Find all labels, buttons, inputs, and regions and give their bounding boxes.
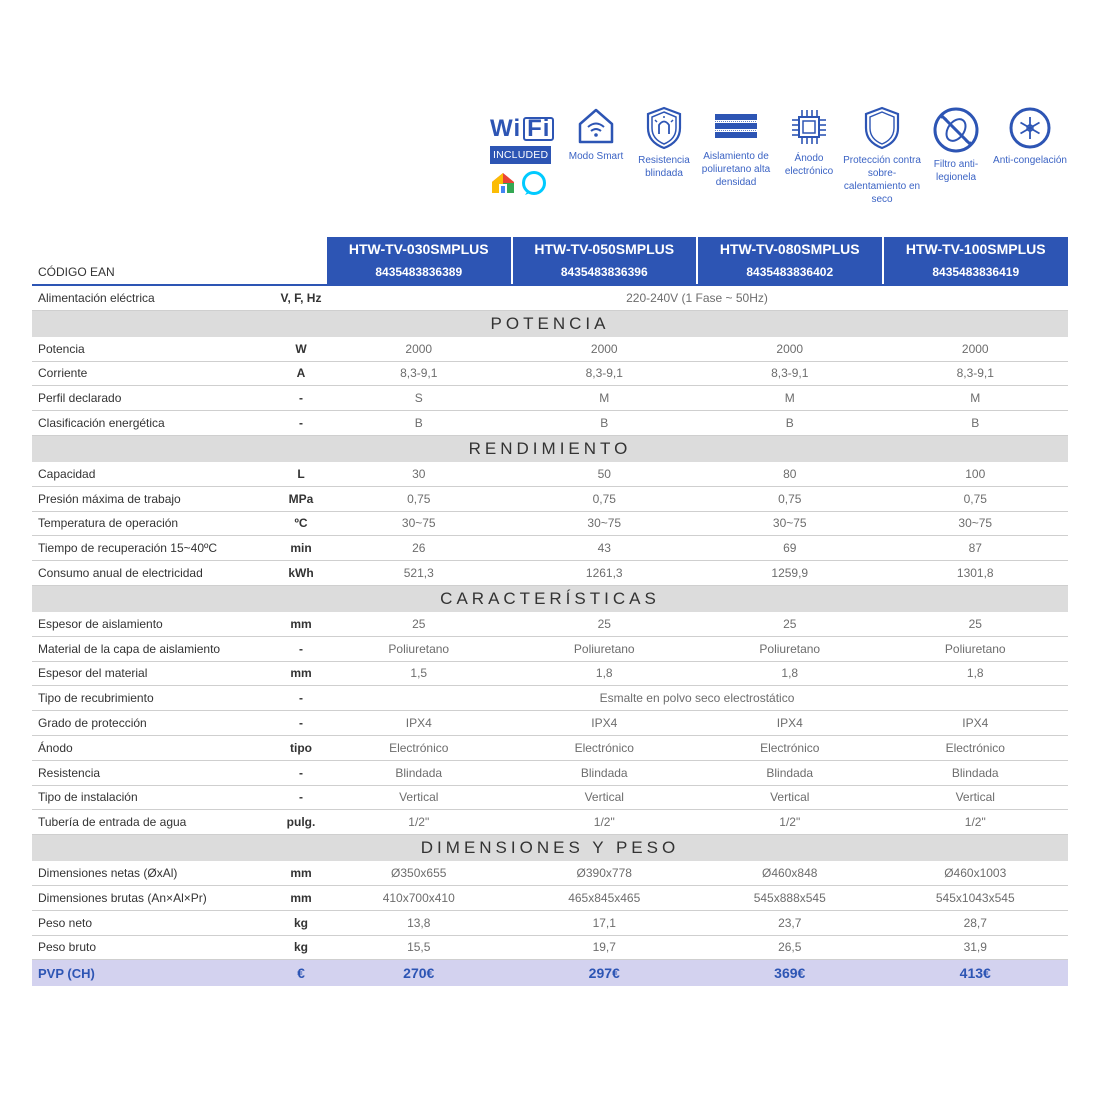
feature-label: Aislamiento de poliuretano alta densidad — [701, 151, 771, 188]
spec-row — [32, 561, 1068, 586]
section-body — [32, 337, 1068, 436]
spec-row — [32, 935, 1068, 960]
row-value: 220-240V (1 Fase ~ 50Hz) — [326, 285, 1068, 310]
row-value: 28,7 — [883, 910, 1069, 935]
row-unit: mm — [276, 861, 326, 885]
pvp-unit: € — [276, 960, 326, 987]
feature-label: Modo Smart — [568, 151, 624, 162]
row-label: Corriente — [32, 361, 276, 386]
ean-code: 8435483836402 — [697, 260, 883, 285]
row-unit: L — [276, 462, 326, 486]
feature-anodo-electronico — [769, 106, 849, 178]
row-unit: - — [276, 386, 326, 411]
row-value: 80 — [697, 462, 883, 486]
row-value: 25 — [697, 612, 883, 636]
row-value: Ø460x1003 — [883, 861, 1069, 885]
row-label: Resistencia — [32, 760, 276, 785]
home-wifi-icon — [576, 106, 616, 146]
row-label: Potencia — [32, 337, 276, 361]
row-value: 8,3-9,1 — [697, 361, 883, 386]
spec-row — [32, 910, 1068, 935]
row-value: 25 — [512, 612, 698, 636]
row-value: Electrónico — [697, 735, 883, 760]
row-value: 8,3-9,1 — [512, 361, 698, 386]
row-value: 1301,8 — [883, 561, 1069, 586]
row-value: 30 — [326, 462, 512, 486]
row-unit: W — [276, 337, 326, 361]
row-value: 545x888x545 — [697, 885, 883, 910]
row-value: 30~75 — [883, 511, 1069, 536]
row-value: Vertical — [326, 785, 512, 810]
row-value: Electrónico — [512, 735, 698, 760]
row-value: 1259,9 — [697, 561, 883, 586]
row-unit: - — [276, 636, 326, 661]
row-unit: tipo — [276, 735, 326, 760]
row-value: Vertical — [512, 785, 698, 810]
pvp-price: 270€ — [326, 960, 512, 987]
feature-resistencia-blindada — [624, 106, 704, 180]
row-value: 1,5 — [326, 661, 512, 686]
row-unit: ºC — [276, 511, 326, 536]
row-unit: min — [276, 536, 326, 561]
row-value: Poliuretano — [883, 636, 1069, 661]
row-label: Tipo de instalación — [32, 785, 276, 810]
row-value: 1/2" — [512, 810, 698, 835]
row-value: 0,75 — [512, 486, 698, 511]
row-label: Presión máxima de trabajo — [32, 486, 276, 511]
row-label: Temperatura de operación — [32, 511, 276, 536]
spec-row — [32, 486, 1068, 511]
insulation-layers-icon — [715, 106, 757, 146]
row-label: Clasificación energética — [32, 411, 276, 436]
spec-row — [32, 711, 1068, 736]
row-label: Tipo de recubrimiento — [32, 686, 276, 711]
feature-label: Filtro anti-legionela — [933, 159, 979, 183]
row-value: 8,3-9,1 — [883, 361, 1069, 386]
section-header-rendimiento — [32, 435, 1068, 462]
feature-proteccion — [842, 106, 922, 206]
pvp-price: 413€ — [883, 960, 1069, 987]
spec-row — [32, 810, 1068, 835]
row-value: 50 — [512, 462, 698, 486]
snowflake-icon — [1008, 106, 1052, 150]
row-unit: mm — [276, 885, 326, 910]
row-value: 2000 — [326, 337, 512, 361]
spec-row — [32, 636, 1068, 661]
row-value: Esmalte en polvo seco electrostático — [326, 686, 1068, 711]
spec-row — [32, 612, 1068, 636]
row-label: Tiempo de recuperación 15~40ºC — [32, 536, 276, 561]
row-unit: - — [276, 711, 326, 736]
shield-resistance-icon — [644, 106, 684, 150]
row-unit: MPa — [276, 486, 326, 511]
row-value: IPX4 — [697, 711, 883, 736]
row-value: Poliuretano — [512, 636, 698, 661]
wifi-included-badge: INCLUDED — [490, 146, 551, 164]
row-value: 26 — [326, 536, 512, 561]
ean-code: 8435483836389 — [326, 260, 512, 285]
ean-code: 8435483836396 — [512, 260, 698, 285]
row-unit: - — [276, 785, 326, 810]
row-unit: - — [276, 686, 326, 711]
row-value: 15,5 — [326, 935, 512, 960]
row-value: 0,75 — [883, 486, 1069, 511]
row-value: 1261,3 — [512, 561, 698, 586]
row-value: 19,7 — [512, 935, 698, 960]
row-label: Perfil declarado — [32, 386, 276, 411]
row-value: 545x1043x545 — [883, 885, 1069, 910]
row-value: 13,8 — [326, 910, 512, 935]
model-name: HTW-TV-030SMPLUS — [326, 237, 512, 260]
row-value: 30~75 — [697, 511, 883, 536]
row-value: 1/2" — [326, 810, 512, 835]
wifi-wordmark: Wi Fi — [490, 116, 552, 142]
row-value: 25 — [326, 612, 512, 636]
section-header-caracteristicas — [32, 585, 1068, 612]
section-body — [32, 612, 1068, 686]
row-value: B — [883, 411, 1069, 436]
spec-row — [32, 337, 1068, 361]
row-label: Dimensiones brutas (An×Al×Pr) — [32, 885, 276, 910]
row-value: Blindada — [326, 760, 512, 785]
row-label: Tubería de entrada de agua — [32, 810, 276, 835]
row-label: Ánodo — [32, 735, 276, 760]
row-value: Blindada — [883, 760, 1069, 785]
spec-row — [32, 785, 1068, 810]
row-value: B — [326, 411, 512, 436]
row-value: 465x845x465 — [512, 885, 698, 910]
row-value: Ø460x848 — [697, 861, 883, 885]
section-header-dimensiones — [32, 835, 1068, 862]
row-value: Electrónico — [326, 735, 512, 760]
row-unit: V, F, Hz — [276, 285, 326, 310]
row-unit: mm — [276, 661, 326, 686]
feature-label: Protección contra sobre-calentamiento en seco — [843, 155, 921, 205]
row-unit: - — [276, 411, 326, 436]
row-value: 521,3 — [326, 561, 512, 586]
row-value: IPX4 — [512, 711, 698, 736]
spec-row — [32, 735, 1068, 760]
row-value: 1/2" — [697, 810, 883, 835]
no-bacteria-icon — [932, 106, 980, 154]
pvp-row — [32, 960, 1068, 987]
row-label: Grado de protección — [32, 711, 276, 736]
spec-row — [32, 536, 1068, 561]
row-value: IPX4 — [883, 711, 1069, 736]
row-value: 1,8 — [697, 661, 883, 686]
shield-icon — [862, 106, 902, 150]
row-value: 69 — [697, 536, 883, 561]
row-label: Espesor de aislamiento — [32, 612, 276, 636]
google-home-icon — [490, 171, 516, 195]
row-value: B — [697, 411, 883, 436]
row-value: Ø350x655 — [326, 861, 512, 885]
ean-code: 8435483836419 — [883, 260, 1069, 285]
section-body — [32, 462, 1068, 585]
row-value: Vertical — [883, 785, 1069, 810]
wifi-included-logo — [490, 116, 552, 196]
coating-row — [32, 686, 1068, 711]
row-unit: pulg. — [276, 810, 326, 835]
section-body — [32, 711, 1068, 835]
row-value: 1,8 — [512, 661, 698, 686]
smart-apps — [490, 170, 552, 196]
spec-row — [32, 386, 1068, 411]
pvp-price: 369€ — [697, 960, 883, 987]
feature-aislamiento — [696, 106, 776, 189]
row-label: Espesor del material — [32, 661, 276, 686]
row-unit: kWh — [276, 561, 326, 586]
row-label: Material de la capa de aislamiento — [32, 636, 276, 661]
section-title: RENDIMIENTO — [32, 435, 1068, 462]
spec-row — [32, 760, 1068, 785]
power-supply-row — [32, 285, 1068, 310]
ean-row — [32, 260, 1068, 285]
chip-icon — [788, 106, 830, 148]
row-value: 0,75 — [326, 486, 512, 511]
spec-row — [32, 462, 1068, 486]
row-value: M — [883, 386, 1069, 411]
row-value: Poliuretano — [326, 636, 512, 661]
spec-row — [32, 361, 1068, 386]
row-value: 23,7 — [697, 910, 883, 935]
row-label: Capacidad — [32, 462, 276, 486]
row-value: 410x700x410 — [326, 885, 512, 910]
pvp-label: PVP (CH) — [32, 960, 276, 987]
row-value: 2000 — [512, 337, 698, 361]
row-value: Ø390x778 — [512, 861, 698, 885]
row-value: M — [697, 386, 883, 411]
row-value: M — [512, 386, 698, 411]
row-label: Consumo anual de electricidad — [32, 561, 276, 586]
row-value: 87 — [883, 536, 1069, 561]
row-value: IPX4 — [326, 711, 512, 736]
spec-row — [32, 661, 1068, 686]
feature-anti-congelacion — [990, 106, 1070, 167]
section-title: CARACTERÍSTICAS — [32, 585, 1068, 612]
row-unit: kg — [276, 935, 326, 960]
pvp-price: 297€ — [512, 960, 698, 987]
row-value: S — [326, 386, 512, 411]
row-value: 30~75 — [326, 511, 512, 536]
row-label: Alimentación eléctrica — [32, 285, 276, 310]
row-value: 1,8 — [883, 661, 1069, 686]
section-body — [32, 861, 1068, 960]
feature-filtro-antilegionela — [916, 106, 996, 184]
row-value: 8,3-9,1 — [326, 361, 512, 386]
row-value: 25 — [883, 612, 1069, 636]
row-value: Poliuretano — [697, 636, 883, 661]
row-value: 2000 — [883, 337, 1069, 361]
model-name: HTW-TV-050SMPLUS — [512, 237, 698, 260]
row-value: 26,5 — [697, 935, 883, 960]
spec-row — [32, 411, 1068, 436]
row-value: 2000 — [697, 337, 883, 361]
row-value: B — [512, 411, 698, 436]
row-unit: - — [276, 760, 326, 785]
row-value: 43 — [512, 536, 698, 561]
row-unit: mm — [276, 612, 326, 636]
row-label: Peso neto — [32, 910, 276, 935]
section-title: POTENCIA — [32, 310, 1068, 337]
model-name: HTW-TV-100SMPLUS — [883, 237, 1069, 260]
row-value: 31,9 — [883, 935, 1069, 960]
feature-label: Anti-congelación — [993, 155, 1067, 166]
section-header-potencia — [32, 310, 1068, 337]
row-unit: kg — [276, 910, 326, 935]
row-value: 30~75 — [512, 511, 698, 536]
feature-label: Resistencia blindada — [638, 155, 690, 179]
row-value: Vertical — [697, 785, 883, 810]
spec-row — [32, 861, 1068, 885]
spec-table — [32, 237, 1068, 986]
model-header-row — [32, 237, 1068, 260]
row-value: Blindada — [512, 760, 698, 785]
spec-row — [32, 885, 1068, 910]
row-value: Blindada — [697, 760, 883, 785]
row-value: 0,75 — [697, 486, 883, 511]
row-label: Peso bruto — [32, 935, 276, 960]
feature-label: Ánodo electrónico — [784, 153, 834, 177]
row-value: 17,1 — [512, 910, 698, 935]
ean-label: CÓDIGO EAN — [32, 260, 326, 285]
row-value: 1/2" — [883, 810, 1069, 835]
model-name: HTW-TV-080SMPLUS — [697, 237, 883, 260]
section-title: DIMENSIONES Y PESO — [32, 835, 1068, 862]
row-label: Dimensiones netas (ØxAl) — [32, 861, 276, 885]
spec-row — [32, 511, 1068, 536]
alexa-icon — [521, 170, 547, 196]
row-value: Electrónico — [883, 735, 1069, 760]
row-value: 100 — [883, 462, 1069, 486]
row-unit: A — [276, 361, 326, 386]
